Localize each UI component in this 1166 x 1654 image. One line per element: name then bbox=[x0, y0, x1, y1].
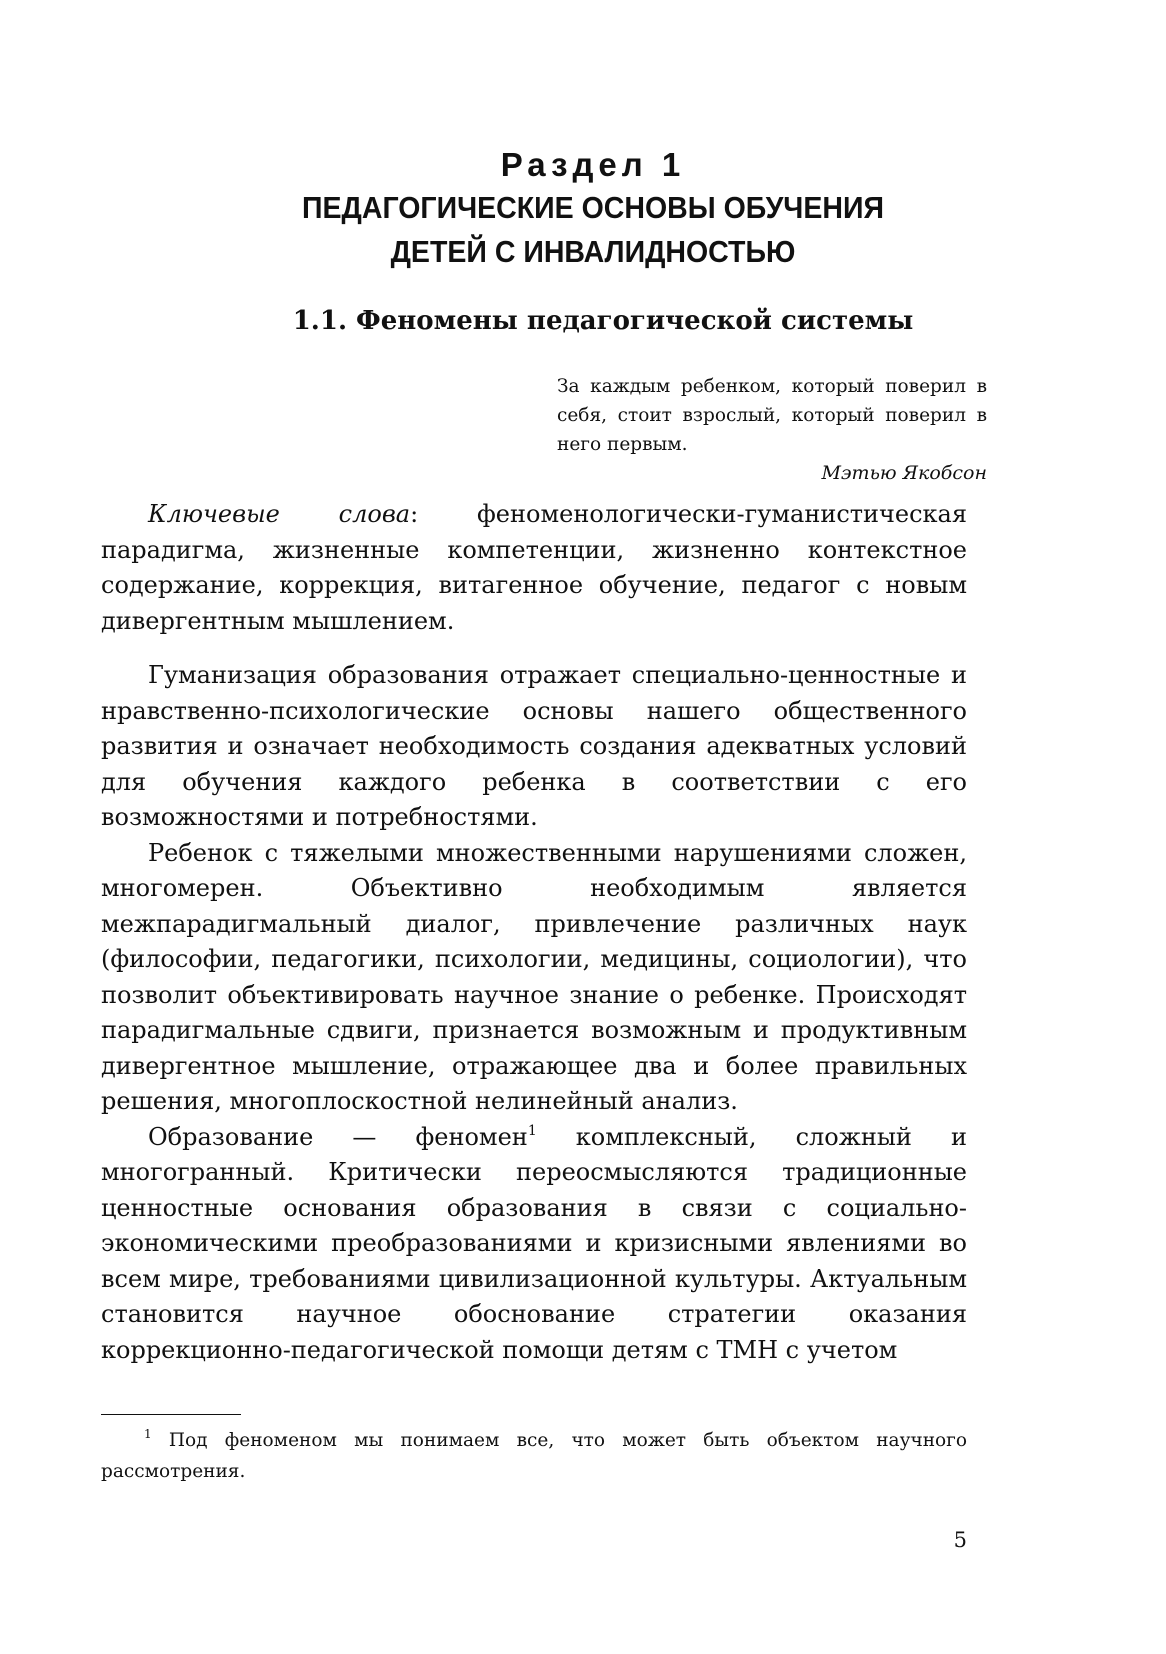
paragraph: Ребенок с тяжелыми множественными нарушениями сложен, многомерен. Объективно необходимым является межпарадигмальный диалог, привлечение различных наук (философии, педагогики, психологии, медицины, социологии), что позволит объективировать научное знание о ребенке. Происходят парадигмальные сдвиги, признается возможным и продуктивным дивергентное мышление, отражающее два и более правильных решения, многоплоскостной нелинейный анализ. bbox=[101, 838, 967, 1115]
footnote-text: Под феноменом мы понимаем все, что может быть объектом научного рассмотрения. bbox=[101, 1430, 967, 1482]
keywords-block bbox=[101, 497, 967, 639]
footnote-reference[interactable]: 1 bbox=[527, 1122, 537, 1139]
part-title bbox=[57, 186, 1130, 274]
main-text bbox=[101, 658, 967, 1368]
epigraph-quote: За каждым ребенком, который поверил в себя, стоит взрослый, который поверил в него первым. bbox=[557, 376, 987, 455]
keywords-label: Ключевые слова bbox=[148, 500, 411, 528]
footnote bbox=[101, 1425, 967, 1487]
part-title-line-1: ПЕДАГОГИЧЕСКИЕ ОСНОВЫ ОБУЧЕНИЯ bbox=[302, 190, 884, 225]
paragraph bbox=[101, 1120, 967, 1369]
footnote-divider bbox=[101, 1414, 241, 1415]
epigraph-author: Мэтью Якобсон bbox=[821, 462, 987, 484]
page-number: 5 bbox=[953, 1528, 967, 1552]
section-title: 1.1. Феномены педагогической системы bbox=[292, 306, 914, 336]
part-title-line-2: ДЕТЕЙ С ИНВАЛИДНОСТЬЮ bbox=[390, 234, 796, 269]
paragraph-text: Образование — феномен bbox=[148, 1122, 528, 1151]
paragraph: Гуманизация образования отражает специально-ценностные и нравственно-психологические основы нашего общественного развития и означает необходимость создания адекватных условий для обучения каждого ребенка в соответствии с его возможностями и потребностями. bbox=[101, 661, 967, 831]
epigraph bbox=[557, 372, 987, 484]
paragraph-text: комплексный, сложный и многогранный. Критически переосмысляются традиционные ценностные основания образования в связи с социально-экономическими преобразованиями и кризисными явлениями во всем мире, требованиями цивилизационной культуры. Актуальным становится научное обоснование стратегии оказания коррекционно-педагогической помощи детям с ТМН с учетом bbox=[101, 1122, 967, 1364]
footnote-mark: 1 bbox=[144, 1427, 152, 1441]
part-label: Раздел 1 bbox=[500, 146, 686, 183]
keywords-text: : феноменологически-гуманистическая парадигма, жизненные компетенции, жизненно контекстное содержание, коррекция, витагенное обучение, педагог с новым дивергентным мышлением. bbox=[101, 500, 967, 635]
